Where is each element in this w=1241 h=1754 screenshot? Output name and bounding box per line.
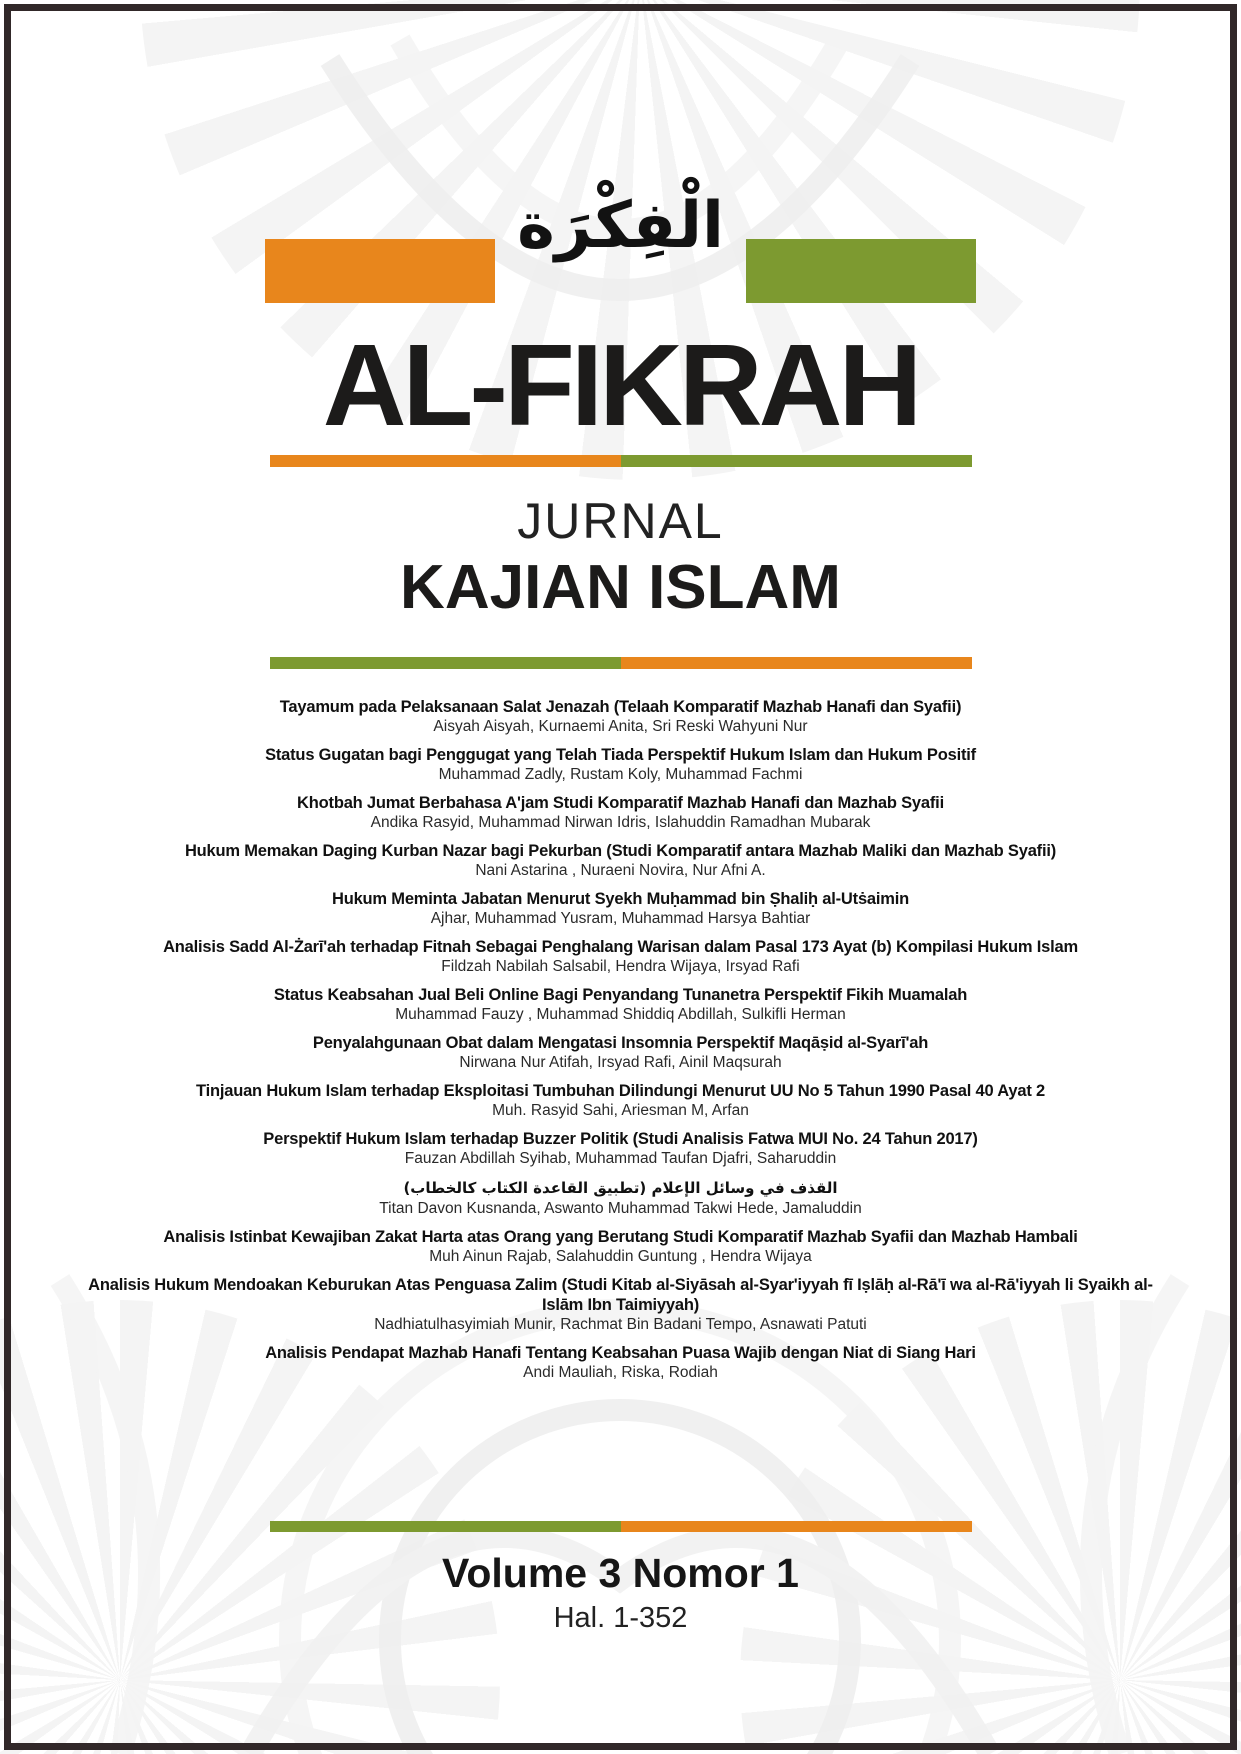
journal-subtitle-kajian-islam: KAJIAN ISLAM [400, 553, 841, 622]
article-title: Status Gugatan bagi Penggugat yang Telah Tiada Perspektif Hukum Islam dan Hukum Positif [265, 746, 976, 764]
article-title: Hukum Memakan Daging Kurban Nazar bagi Pekurban (Studi Komparatif antara Mazhab Maliki dan Mazhab Syafii) [184, 842, 1057, 860]
article-title: القذف في وسائل الإعلام (تطبيق القاعدة الكتاب كالخطاب) [403, 1179, 838, 1197]
article-title: Analisis Istinbat Kewajiban Zakat Harta atas Orang yang Berutang Studi Komparatif Mazhab Syafii dan Mazhab Hambali [163, 1228, 1078, 1246]
article-entry [85, 937, 1156, 977]
journal-subtitle-jurnal: JURNAL [517, 493, 724, 549]
article-authors: Nadhiatulhasyimiah Munir, Rachmat Bin Badani Tempo, Asnawati Patuti [374, 1316, 867, 1333]
article-authors: Andika Rasyid, Muhammad Nirwan Idris, Islahuddin Ramadhan Mubarak [370, 814, 871, 831]
article-authors: Ajhar, Muhammad Yusram, Muhammad Harsya Bahtiar [430, 910, 811, 927]
article-authors: Titan Davon Kusnanda, Aswanto Muhammad Takwi Hede, Jamaluddin [379, 1200, 862, 1217]
article-entry [85, 1177, 1156, 1219]
article-authors: Fildzah Nabilah Salsabil, Hendra Wijaya, Irsyad Rafi [441, 958, 800, 975]
article-entry [85, 1033, 1156, 1073]
article-title: Analisis Hukum Mendoakan Keburukan Atas Penguasa Zalim (Studi Kitab al-Siyāsah al-Syar'iyyah fī Iṣlāḥ al-Rā'ī wa al-Rā'iyyah li Syaikh al-Islām Ibn Taimiyyah) [88, 1276, 1153, 1314]
article-entry [85, 745, 1156, 785]
article-title: Status Keabsahan Jual Beli Online Bagi Penyandang Tunanetra Perspektif Fikih Muamalah [273, 986, 968, 1004]
article-title: Hukum Meminta Jabatan Menurut Syekh Muḥammad bin Ṣhaliḥ al-Utṡaimin [331, 890, 910, 908]
divider-top-orange-half [270, 455, 621, 467]
article-authors: Fauzan Abdillah Syihab, Muhammad Taufan Djafri, Saharuddin [404, 1150, 837, 1167]
article-title: Tinjauan Hukum Islam terhadap Eksploitasi Tumbuhan Dilindungi Menurut UU No 5 Tahun 1990 Pasal 40 Ayat 2 [196, 1082, 1045, 1100]
article-title: Penyalahgunaan Obat dalam Mengatasi Insomnia Perspektif Maqāṣid al-Syarī'ah [312, 1034, 929, 1052]
journal-title: AL-FIKRAH [322, 320, 919, 450]
article-title: Tayamum pada Pelaksanaan Salat Jenazah (Telaah Komparatif Mazhab Hanafi dan Syafii) [279, 698, 962, 716]
article-authors: Muhammad Fauzy , Muhammad Shiddiq Abdillah, Sulkifli Herman [395, 1006, 846, 1023]
divider-middle [270, 657, 972, 669]
article-entry [85, 1129, 1156, 1169]
masthead-green-block [746, 239, 976, 303]
article-authors: Nirwana Nur Atifah, Irsyad Rafi, Ainil Maqsurah [459, 1054, 782, 1071]
page-range: Hal. 1-352 [553, 1602, 688, 1634]
volume-number: Volume 3 Nomor 1 [442, 1550, 799, 1596]
divider-bottom-orange-half [621, 1521, 972, 1532]
article-title: Analisis Pendapat Mazhab Hanafi Tentang Keabsahan Puasa Wajib dengan Niat di Siang Hari [265, 1344, 976, 1362]
article-authors: Andi Mauliah, Riska, Rodiah [523, 1364, 718, 1381]
article-entry [85, 697, 1156, 737]
divider-bottom-green-half [270, 1521, 621, 1532]
article-entry [85, 841, 1156, 881]
divider-bottom [270, 1521, 972, 1532]
article-title: Analisis Sadd Al-Żarī'ah terhadap Fitnah Sebagai Penghalang Warisan dalam Pasal 173 Ayat (b) Kompilasi Hukum Islam [163, 938, 1078, 956]
divider-middle-orange-half [621, 657, 972, 669]
article-entry [85, 793, 1156, 833]
divider-top [270, 455, 972, 467]
article-title: Perspektif Hukum Islam terhadap Buzzer Politik (Studi Analisis Fatwa MUI No. 24 Tahun 2017) [263, 1130, 978, 1148]
article-authors: Aisyah Aisyah, Kurnaemi Anita, Sri Reski Wahyuni Nur [433, 718, 808, 735]
arabic-calligraphy: الْفِكْرَة [517, 189, 724, 263]
article-title: Khotbah Jumat Berbahasa A'jam Studi Komparatif Mazhab Hanafi dan Mazhab Syafii [297, 794, 944, 812]
article-entry [85, 1275, 1156, 1335]
article-authors: Muh Ainun Rajab, Salahuddin Guntung , Hendra Wijaya [429, 1248, 812, 1265]
divider-middle-green-half [270, 657, 621, 669]
article-entry [85, 1227, 1156, 1267]
article-list [85, 697, 1156, 1383]
article-authors: Muh. Rasyid Sahi, Ariesman M, Arfan [492, 1102, 749, 1119]
article-authors: Nani Astarina , Nuraeni Novira, Nur Afni A. [475, 862, 766, 879]
article-authors: Muhammad Zadly, Rustam Koly, Muhammad Fachmi [438, 766, 803, 783]
article-entry [85, 1081, 1156, 1121]
divider-top-green-half [621, 455, 972, 467]
article-entry [85, 889, 1156, 929]
article-entry [85, 985, 1156, 1025]
article-entry [85, 1343, 1156, 1383]
